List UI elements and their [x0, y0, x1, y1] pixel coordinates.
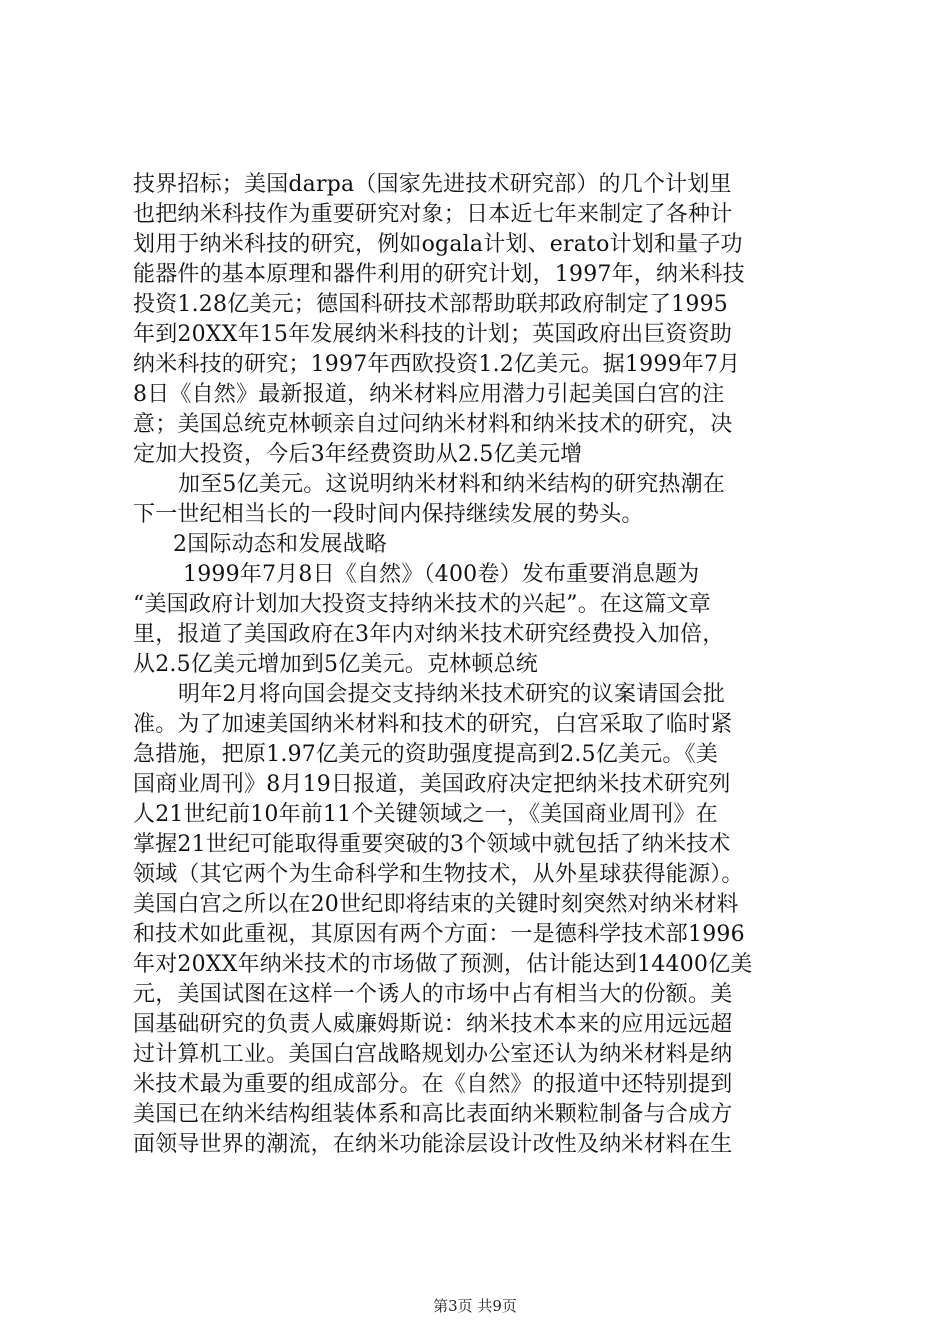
text-line: 美国已在纳米结构组装体系和高比表面纳米颗粒制备与合成方 [133, 1102, 733, 1127]
text-line: 准。为了加速美国纳米材料和技术的研究，白宫采取了临时紧 [133, 712, 733, 737]
text-line: 米技术最为重要的组成部分。在《自然》的报道中还特别提到 [133, 1072, 733, 1097]
page-number-footer: 第3页 共9页 [433, 1297, 517, 1315]
text-line: 国商业周刊》8月19日报道，美国政府决定把纳米技术研究列 [133, 772, 731, 797]
text-line: 面领导世界的潮流，在纳米功能涂层设计改性及纳米材料在生 [133, 1132, 733, 1157]
text-line: 1999年7月8日《自然》（400卷）发布重要消息题为 [183, 562, 700, 587]
text-line: 里，报道了美国政府在3年内对纳米技术研究经费投入加倍， [133, 622, 725, 647]
text-line: 投资1.28亿美元；德国科研技术部帮助联邦政府制定了1995 [133, 292, 728, 317]
text-line: 纳米科技的研究；1997年西欧投资1.2亿美元。据1999年7月 [133, 352, 741, 377]
text-line: 国基础研究的负责人威廉姆斯说：纳米技术本来的应用远远超 [133, 1012, 733, 1037]
text-line: 能器件的基本原理和器件利用的研究计划，1997年，纳米科技 [133, 262, 745, 287]
text-line: 从2.5亿美元增加到5亿美元。克林顿总统 [133, 652, 538, 677]
body-text [133, 170, 833, 1160]
text-line: 也把纳米科技作为重要研究对象；日本近七年来制定了各种计 [133, 202, 733, 227]
text-line: 加至5亿美元。这说明纳米材料和纳米结构的研究热潮在 [178, 472, 725, 497]
section-heading: 2国际动态和发展战略 [173, 532, 387, 557]
text-line: 年对20XX年纳米技术的市场做了预测，估计能达到14400亿美 [133, 952, 753, 977]
text-line: 领域（其它两个为生命科学和生物技术，从外星球获得能源）。 [133, 862, 744, 887]
text-line: 意；美国总统克林顿亲自过问纳米材料和纳米技术的研究，决 [133, 412, 733, 437]
text-line: 急措施，把原1.97亿美元的资助强度提高到2.5亿美元。《美 [133, 742, 718, 767]
text-line: 元，美国试图在这样一个诱人的市场中占有相当大的份额。美 [133, 982, 733, 1007]
text-line: 美国白宫之所以在20世纪即将结束的关键时刻突然对纳米材料 [133, 892, 739, 917]
text-line: 过计算机工业。美国白宫战略规划办公室还认为纳米材料是纳 [133, 1042, 733, 1067]
text-line: 明年2月将向国会提交支持纳米技术研究的议案请国会批 [178, 682, 725, 707]
text-line: 划用于纳米科技的研究，例如ogala计划、erato计划和量子功 [133, 232, 743, 257]
text-line: “美国政府计划加大投资支持纳米技术的兴起”。在这篇文章 [133, 592, 711, 617]
text-line: 8日《自然》最新报道，纳米材料应用潜力引起美国白宫的注 [133, 382, 725, 407]
text-line: 年到20XX年15年发展纳米科技的计划；英国政府出巨资资助 [133, 322, 733, 347]
text-line: 和技术如此重视，其原因有两个方面：一是德科学技术部1996 [133, 922, 745, 947]
text-line: 下一世纪相当长的一段时间内保持继续发展的势头。 [133, 502, 644, 527]
text-line: 定加大投资，今后3年经费资助从2.5亿美元增 [133, 442, 583, 467]
text-line: 人21世纪前10年前11个关键领域之一，《美国商业周刊》在 [133, 802, 718, 827]
text-line: 掌握21世纪可能取得重要突破的3个领域中就包括了纳米技术 [133, 832, 731, 857]
text-line: 技界招标；美国darpa（国家先进技术研究部）的几个计划里 [133, 172, 732, 197]
